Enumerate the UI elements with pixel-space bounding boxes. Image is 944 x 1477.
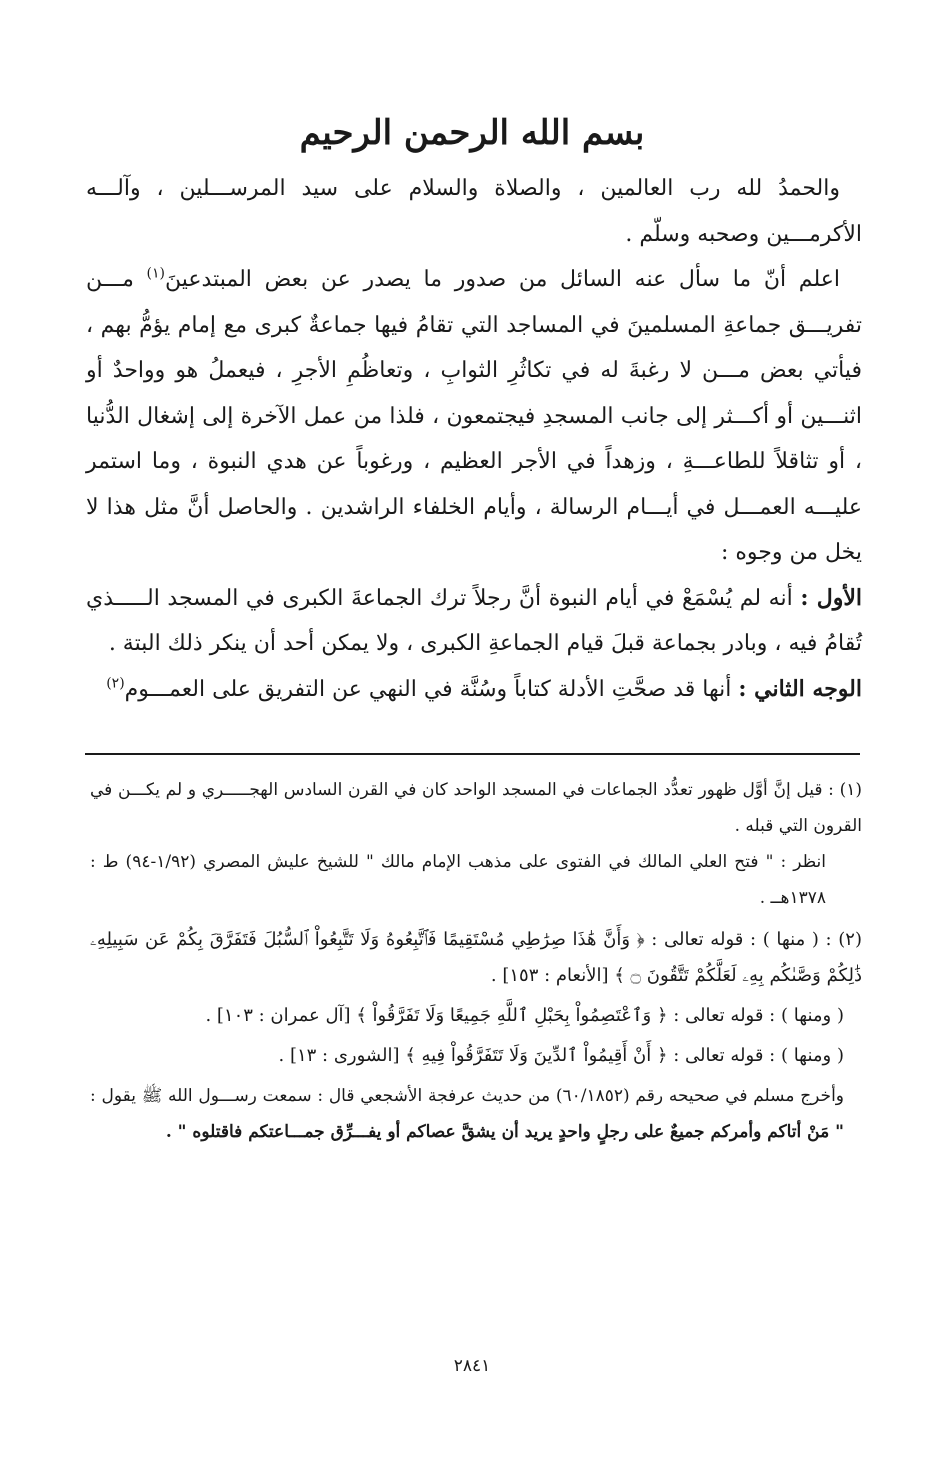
footnote-2 (90, 922, 862, 1150)
first-point-text: أنه لم يُسْمَعْ في أيام النبوة أنَّ رجلاً ترك الجماعةَ الكبرى في المسجد الـــــذي تُقامُ فيه ، وبادر بجماعة قبلَ قيام الجماعةِ الكبرى ، ولا يمكن أحد أن ينكر ذلك البتة . (86, 585, 862, 656)
footnote-2-verse-anam: (٢) : ( منها ) : قوله تعالى : ﴿ وَأَنَّ هَٰذَا صِرَٰطِي مُسْتَقِيمًا فَٱتَّبِعُوهُ وَلَا تَتَّبِعُواْ ٱلسُّبُلَ فَتَفَرَّقَ بِكُمْ عَن سَبِيلِهِۦ ذَٰلِكُمْ وَصَّىٰكُم بِهِۦ لَعَلَّكُمْ تَتَّقُونَ ۝ ﴾ [الأنعام : ١٥٣] . (90, 929, 862, 986)
page-title: بسم الله الرحمن الرحيم (299, 113, 645, 153)
main-text (86, 166, 862, 712)
footnote-1 (90, 772, 862, 916)
footnote-2-verse-imran: ( ومنها ) : قوله تعالى : ﴿ وَٱعْتَصِمُواْ بِحَبْلِ ٱللَّهِ جَمِيعًا وَلَا تَفَرَّقُواْ ﴾ [آل عمران : ١٠٣] . (205, 1005, 844, 1026)
footnote-ref-1: (١) (146, 265, 166, 282)
footnote-ref-2: (٢) (106, 675, 125, 692)
footnote-2-verse-shura: ( ومنها ) : قوله تعالى : ﴿ أَنْ أَقِيمُواْ ٱلدِّينَ وَلَا تَتَفَرَّقُواْ فِيهِ ﴾ [الشورى : ١٣] . (278, 1045, 844, 1066)
second-point-text: أنها قد صحَّتِ الأدلة كتاباً وسُنَّة في النهي عن التفريق على العمـــوم (124, 676, 739, 702)
paragraph-introduction-rest: مـــن تفريـــق جماعةِ المسلمينَ في المساجد التي تقامُ فيها جماعةٌ كبرى مع إمام يؤمُّ بهم ، فيأتي بعض مـــن لا رغبةَ له في تكاثُرِ الثوابِ ، وتعاظُمِ الأجرِ ، فيعملُ هو وواحدٌ أو اثنـــين أو أكـــثر إلى جانب المسجدِ فيجتمعون ، فلذا من عمل الآخرة إلى إشغال الدُّنيا ، أو تثاقلاً للطاعـــةِ ، وزهداً في الأجر العظيم ، ورغوباً عن هدي النبوة ، وما استمر عليـــه العمـــل في أيـــام الرسالة ، وأيام الخلفاء الراشدين . والحاصل أنَّ مثل هذا لا يخل من وجوه : (86, 267, 862, 565)
footnote-1-reference: انظر : " فتح العلي المالك في الفتوى على مذهب الإمام مالك " للشيخ عليش المصري (١/٩٢-٩٤) ط : ١٣٧٨هــ . (90, 852, 827, 908)
second-point-label: الوجه الثاني : (738, 675, 862, 702)
footnote-separator (85, 753, 860, 755)
hadith-text: " مَنْ أتاكم وأمركم جميعٌ على رجلٍ واحدٍ يريد أن يشقَّ عصاكم أو يفـــرِّق جمـــاعتكم فاقتلوه " . (165, 1122, 844, 1142)
paragraph-introduction-start: اعلم أنّ ما سأل عنه السائل من صدور ما يصدر عن بعض المبتدعينَ (165, 267, 840, 292)
paragraph-second-point (86, 667, 862, 713)
paragraph-introduction (86, 257, 862, 576)
footnote-1-text: (١) : قيل إنَّ أوَّل ظهور تعدُّد الجماعات في المسجد الواحد كان في القرن السادس الهجـــــري و لم يكـــن في القرون التي قبله . (90, 780, 862, 836)
paragraph-praise: والحمدُ لله رب العالمين ، والصلاة والسلام على سيد المرســـلين ، وآلـــه الأكرمـــين وصحبه وسلّم . (86, 176, 862, 247)
footnote-2-hadith (90, 1078, 862, 1150)
footnotes (90, 772, 862, 1156)
page-number: ٢٨٤١ (453, 1356, 491, 1376)
paragraph-first-point (86, 576, 862, 667)
hadith-source: وأخرج مسلم في صحيحه رقم (٦٠/١٨٥٢) من حديث عرفجة الأشجعي قال : سمعت رســـول الله ﷺ يقول : (90, 1086, 845, 1106)
first-point-label: الأول : (800, 584, 862, 611)
